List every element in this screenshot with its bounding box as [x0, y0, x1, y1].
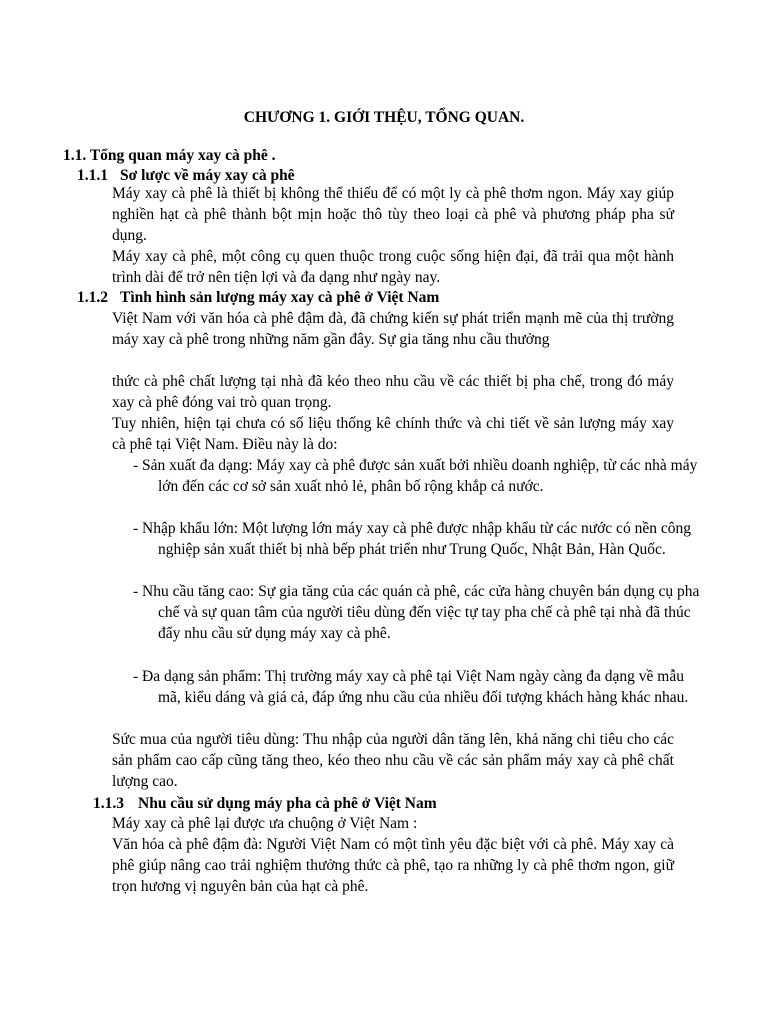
subsection-title: Sơ lược về máy xay cà phê [120, 167, 295, 184]
subsection-heading-1-1-2 [77, 288, 439, 308]
subsection-number: 1.1.3 [93, 795, 124, 812]
paragraph: Máy xay cà phê, một công cụ quen thuộc trong cuộc sống hiện đại, đã trải qua một hành trình dài để trở nên tiện lợi và đa dạng như ngày nay. [112, 248, 674, 286]
paragraph: thức cà phê chất lượng tại nhà đã kéo theo nhu cầu về các thiết bị pha chế, trong đó máy xay cà phê đóng vai trò quan trọng. [112, 373, 674, 411]
subsection-heading-1-1-3 [93, 794, 437, 814]
paragraph: Sức mua của người tiêu dùng: Thu nhập của người dân tăng lên, khả năng chi tiêu cho các sản phẩm cao cấp cũng tăng theo, kéo theo nhu cầu về các sản phẩm máy xay cà phê chất lượng cao. [112, 731, 674, 790]
subsection-title: Nhu cầu sử dụng máy pha cà phê ở Việt Nam [138, 795, 437, 812]
section-heading-1-1: 1.1. Tổng quan máy xay cà phê . [63, 147, 276, 164]
paragraph: Văn hóa cà phê đậm đà: Người Việt Nam có một tình yêu đặc biệt với cà phê. Máy xay cà phê giúp nâng cao trải nghiệm thưởng thức cà phê, tạo ra những ly cà phê thơm ngon, giữ trọn hương vị nguyên bản của hạt cà phê. [112, 836, 674, 895]
paragraph: Việt Nam với văn hóa cà phê đậm đà, đã chứng kiến sự phát triển mạnh mẽ của thị trường máy xay cà phê trong những năm gần đây. Sự gia tăng nhu cầu thưởng [112, 310, 674, 348]
paragraph: Máy xay cà phê lại được ưa chuộng ở Việt Nam : [112, 815, 418, 832]
list-item: - Nhu cầu tăng cao: Sự gia tăng của các quán cà phê, các cửa hàng chuyên bán dụng cụ pha chế và sự quan tâm của người tiêu dùng đến việc tự tay pha chế cà phê tại nhà đã thúc đẩy nhu cầu sử dụng máy xay cà phê. [133, 583, 700, 642]
subsection-title: Tình hình sản lượng máy xay cà phê ở Việt Nam [120, 289, 440, 306]
subsection-number: 1.1.2 [77, 289, 108, 306]
paragraph: Tuy nhiên, hiện tại chưa có số liệu thống kê chính thức và chi tiết về sản lượng máy xay cà phê tại Việt Nam. Điều này là do: [112, 415, 674, 453]
subsection-number: 1.1.1 [77, 167, 108, 184]
chapter-title: CHƯƠNG 1. GIỚI THỆU, TỔNG QUAN. [243, 109, 525, 126]
paragraph: Máy xay cà phê là thiết bị không thể thiếu để có một ly cà phê thơm ngon. Máy xay giúp nghiền hạt cà phê thành bột mịn hoặc thô tùy theo loại cà phê và phương pháp pha sử dụng. [112, 185, 674, 244]
list-item: - Đa dạng sản phẩm: Thị trường máy xay cà phê tại Việt Nam ngày càng đa dạng về mẫu mã, kiểu dáng và giá cả, đáp ứng nhu cầu của nhiều đối tượng khách hàng khác nhau. [133, 668, 689, 706]
list-item: - Sản xuất đa dạng: Máy xay cà phê được sản xuất bởi nhiều doanh nghiệp, từ các nhà máy lớn đến các cơ sở sản xuất nhỏ lẻ, phân bố rộng khắp cả nước. [133, 457, 698, 495]
list-item: - Nhập khẩu lớn: Một lượng lớn máy xay cà phê được nhập khẩu từ các nước có nền công nghiệp sản xuất thiết bị nhà bếp phát triển như Trung Quốc, Nhật Bản, Hàn Quốc. [133, 520, 691, 558]
